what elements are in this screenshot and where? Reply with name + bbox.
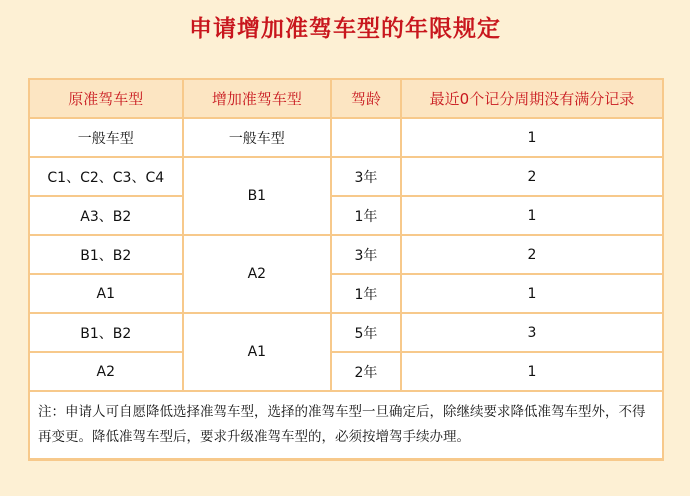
cell-age: 2年 [332,353,400,390]
table-header-row [30,80,662,117]
cell-age: 1年 [332,275,400,312]
cell-original: A2 [30,353,182,390]
table-row [30,236,662,273]
cell-added: 一般车型 [184,119,331,156]
table-row [30,275,662,312]
table-row [30,314,662,351]
cell-original: B1、B2 [30,236,182,273]
table-row [30,158,662,195]
cell-original: A1 [30,275,182,312]
table-row [30,353,662,390]
license-rules-table [28,78,664,460]
cell-original: A3、B2 [30,197,182,234]
cell-age: 3年 [332,236,400,273]
cell-age: 3年 [332,158,400,195]
cell-age: 1年 [332,197,400,234]
header-added-type: 增加准驾车型 [184,80,331,117]
header-driving-age: 驾龄 [332,80,400,117]
cell-original: 一般车型 [30,119,182,156]
cell-cycles: 1 [402,275,662,312]
page-title: 申请增加准驾车型的年限规定 [189,16,501,42]
cell-original: C1、C2、C3、C4 [30,158,182,195]
cell-original: B1、B2 [30,314,182,351]
cell-added: B1 [184,158,331,234]
cell-cycles: 1 [402,119,662,156]
cell-age [332,119,400,156]
cell-cycles: 1 [402,197,662,234]
note-text: 注：申请人可自愿降低选择准驾车型，选择的准驾车型一旦确定后，除继续要求降低准驾车型外，不得再变更。降低准驾车型后，要求升级准驾车型的，必须按增驾手续办理。 [30,392,662,458]
header-score-cycles: 最近0个记分周期没有满分记录 [402,80,662,117]
header-original-type: 原准驾车型 [30,80,182,117]
cell-cycles: 3 [402,314,662,351]
note-row [30,392,662,458]
cell-cycles: 2 [402,236,662,273]
cell-cycles: 2 [402,158,662,195]
cell-added: A1 [184,314,331,390]
table-row [30,197,662,234]
cell-cycles: 1 [402,353,662,390]
cell-age: 5年 [332,314,400,351]
table-row [30,119,662,156]
cell-added: A2 [184,236,331,312]
